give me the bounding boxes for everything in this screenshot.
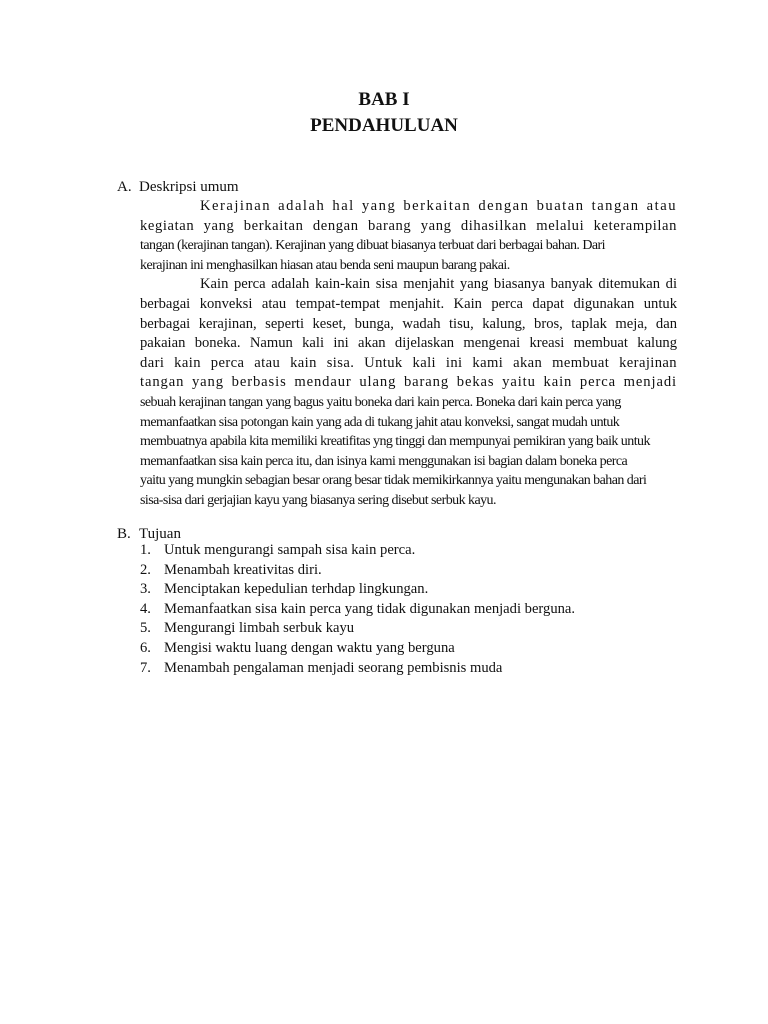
list-text: Mengisi waktu luang dengan waktu yang berguna [164, 639, 455, 656]
paragraph-2-line-5: dari kain perca atau kain sisa. Untuk kali ini kami akan membuat kerajinan [140, 354, 677, 371]
paragraph-2-line-10: memanfaatkan sisa kain perca itu, dan isinya kami menggunakan isi bagian dalam boneka perca [140, 453, 628, 469]
section-a-letter: A. [117, 179, 132, 195]
paragraph-1-line-1: Kerajinan adalah hal yang berkaitan dengan buatan tangan atau [200, 198, 677, 214]
section-b-letter: B. [117, 526, 131, 542]
paragraph-2-line-11: yaitu yang mungkin sebagian besar orang besar tidak memikirkannya yaitu mengunakan bahan dari [140, 473, 647, 489]
objectives-list [140, 541, 575, 678]
list-text: Menambah pengalaman menjadi seorang pembisnis muda [164, 659, 503, 676]
list-number: 3. [140, 581, 151, 598]
section-a-title: Deskripsi umum [139, 179, 239, 195]
list-number: 2. [140, 561, 151, 578]
paragraph-1-line-3: tangan (kerajinan tangan). Kerajinan yang dibuat biasanya terbuat dari berbagai bahan. Dari [140, 238, 606, 254]
paragraph-2-line-12: sisa-sisa dari gerjajian kayu yang biasanya sering disebut serbuk kayu. [140, 493, 496, 508]
list-text: Untuk mengurangi sampah sisa kain perca. [164, 542, 416, 558]
list-item [140, 639, 575, 659]
paragraph-2-line-2: berbagai konveksi atau tempat-tempat menjahit. Kain perca dapat digunakan untuk [140, 296, 677, 312]
list-item [140, 561, 575, 581]
paragraph-1-line-2: kegiatan yang berkaitan dengan barang yang dihasilkan melalui keterampilan [140, 217, 677, 234]
chapter-number: BAB I [358, 89, 410, 110]
paragraph-2-line-1: Kain perca adalah kain-kain sisa menjahit yang biasanya banyak ditemukan di [200, 276, 677, 293]
list-item [140, 659, 575, 679]
list-number: 4. [140, 600, 151, 617]
list-number: 6. [140, 639, 151, 656]
paragraph-2-line-6: tangan yang berbasis mendaur ulang barang bekas yaitu kain perca menjadi [140, 374, 677, 391]
paragraph-2-line-8: memanfaatkan sisa potongan kain yang ada di tukang jahit atau konveksi, sangat mudah untuk [140, 414, 620, 430]
paragraph-1-line-4: kerajinan ini menghasilkan hiasan atau benda seni maupun barang pakai. [140, 257, 510, 273]
list-text: Menambah kreativitas diri. [164, 561, 322, 578]
list-text: Menciptakan kepedulian terhdap lingkungan. [164, 581, 429, 598]
list-item [140, 619, 575, 639]
paragraph-2-line-9: membuatnya apabila kita memiliki kreatifitas yng tinggi dan mempunyai pemikiran yang baik untuk [140, 434, 650, 450]
list-text: Mengurangi limbah serbuk kayu [164, 620, 355, 637]
list-number: 5. [140, 620, 151, 637]
paragraph-2-line-7: sebuah kerajinan tangan yang bagus yaitu boneka dari kain perca. Boneka dari kain perca yang [140, 395, 621, 410]
list-text: Memanfaatkan sisa kain perca yang tidak digunakan menjadi berguna. [164, 600, 576, 617]
paragraph-2-line-4: pakaian boneka. Namun kali ini akan dijelaskan mengenai kreasi membuat kalung [140, 335, 677, 352]
chapter-title: PENDAHULUAN [310, 115, 458, 136]
list-number: 7. [140, 659, 151, 676]
list-item [140, 600, 575, 620]
paragraph-2-line-3: berbagai kerajinan, seperti keset, bunga, wadah tisu, kalung, bros, taplak meja, dan [140, 315, 677, 332]
list-number: 1. [140, 542, 151, 558]
list-item [140, 580, 575, 600]
section-a-heading [117, 177, 239, 197]
list-item [140, 541, 575, 561]
section-b-title: Tujuan [139, 526, 181, 542]
